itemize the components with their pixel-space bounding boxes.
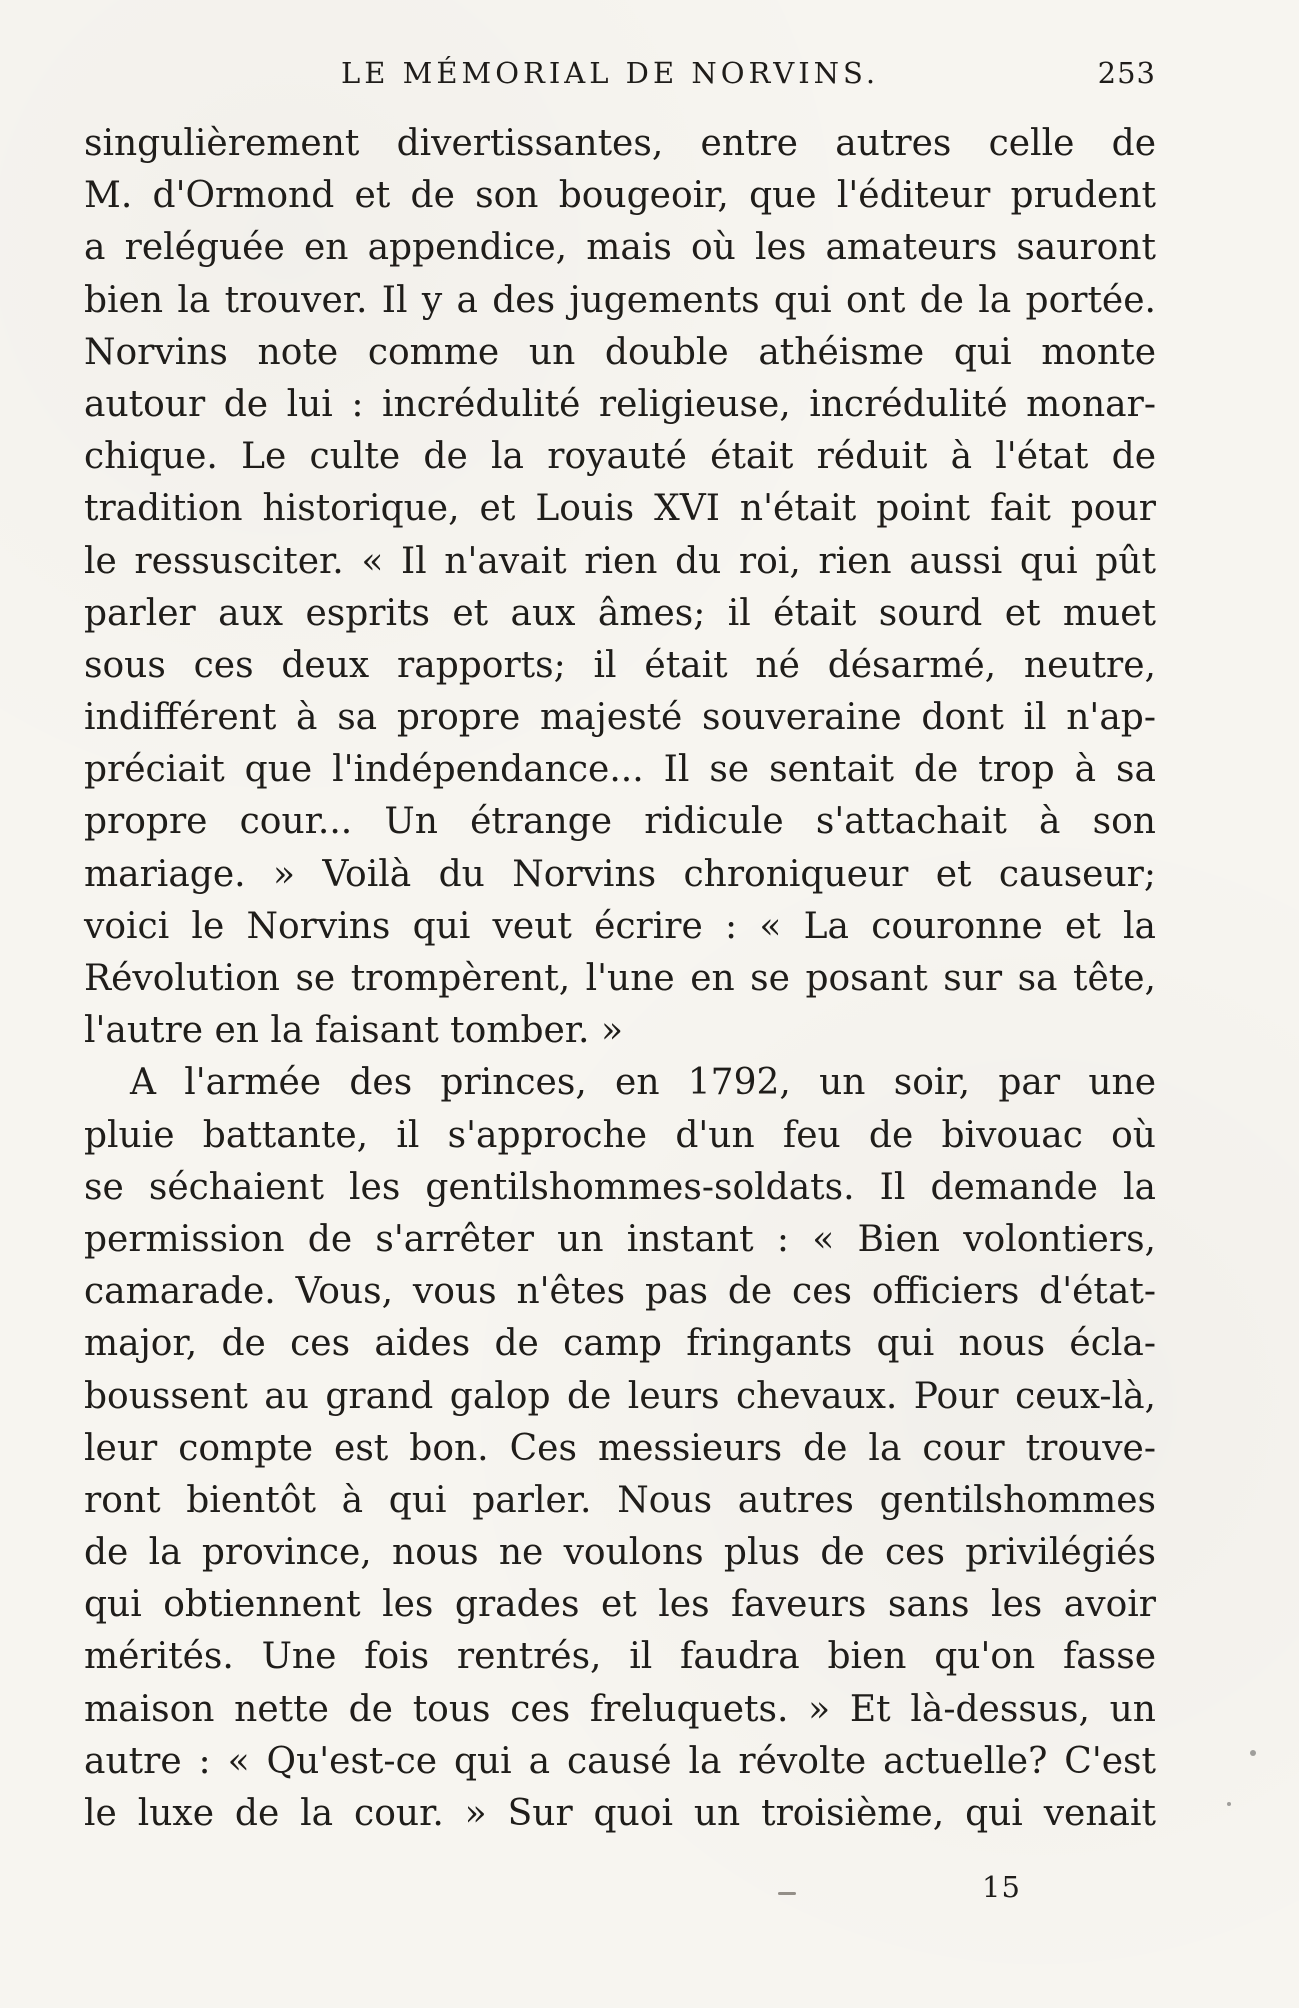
text-line: boussent au grand galop de leurs chevaux. Pour ceux-là, [84,1375,1156,1417]
text-line: a reléguée en appendice, mais où les amateurs sauront [84,227,1156,269]
paper-speck [1250,1750,1256,1756]
text-line: pluie battante, il s'approche d'un feu de bivouac où [84,1114,1156,1156]
paragraph-start-line: A l'armée des princes, en 1792, un soir, par une [130,1062,1156,1104]
running-header [84,52,1156,94]
paragraph-end-line: l'autre en la faisant tomber. » [84,1010,623,1052]
text-line: M. d'Ormond et de son bougeoir, que l'éditeur prudent [84,175,1156,217]
text-line: propre cour... Un étrange ridicule s'attachait à son [84,801,1156,843]
text-line: ront bientôt à qui parler. Nous autres gentilshommes [84,1479,1156,1521]
text-line: bien la trouver. Il y a des jugements qui ont de la portée. [84,279,1156,321]
text-line: de la province, nous ne voulons plus de ces privilégiés [84,1532,1156,1574]
text-line: sous ces deux rapports; il était né désarmé, neutre, [84,644,1156,686]
page-number: 253 [1097,56,1156,90]
text-line: le ressusciter. « Il n'avait rien du roi, rien aussi qui pût [84,540,1156,582]
text-line: parler aux esprits et aux âmes; il était sourd et muet [84,592,1156,634]
text-line: mérités. Une fois rentrés, il faudra bien qu'on fasse [84,1636,1156,1678]
text-line: maison nette de tous ces freluquets. » Et là-dessus, un [84,1688,1156,1730]
paper-speck [1227,1802,1231,1806]
body-text [84,118,1156,1840]
text-line: autre : « Qu'est-ce qui a causé la révolte actuelle? C'est [84,1740,1156,1782]
text-line: tradition historique, et Louis XVI n'était point fait pour [84,488,1156,530]
text-line: leur compte est bon. Ces messieurs de la cour trouve- [84,1427,1156,1469]
text-line: préciait que l'indépendance... Il se sentait de trop à sa [84,749,1156,791]
footer-dash-mark [778,1892,796,1895]
text-line: chique. Le culte de la royauté était réduit à l'état de [84,436,1156,478]
running-title: LE MÉMORIAL DE NORVINS. [341,56,880,90]
text-line: qui obtiennent les grades et les faveurs sans les avoir [84,1584,1156,1626]
text-line: Révolution se trompèrent, l'une en se posant sur sa tête, [84,958,1156,999]
text-line: permission de s'arrêter un instant : « Bien volontiers, [84,1218,1156,1260]
text-line: major, de ces aides de camp fringants qui nous écla- [84,1323,1156,1365]
text-line: Norvins note comme un double athéisme qui monte [84,331,1156,373]
text-line: voici le Norvins qui veut écrire : « La couronne et la [84,905,1156,947]
text-line: singulièrement divertissantes, entre autres celle de [84,123,1156,164]
text-line: le luxe de la cour. » Sur quoi un troisième, qui venait [84,1793,1156,1834]
signature-mark: 15 [982,1870,1021,1904]
text-line: se séchaient les gentilshommes-soldats. Il demande la [84,1166,1156,1208]
text-line: mariage. » Voilà du Norvins chroniqueur et causeur; [84,853,1156,895]
text-line: camarade. Vous, vous n'êtes pas de ces officiers d'état- [84,1271,1156,1313]
text-line: indifférent à sa propre majesté souveraine dont il n'ap- [84,697,1156,739]
text-line: autour de lui : incrédulité religieuse, incrédulité monar- [84,383,1156,425]
